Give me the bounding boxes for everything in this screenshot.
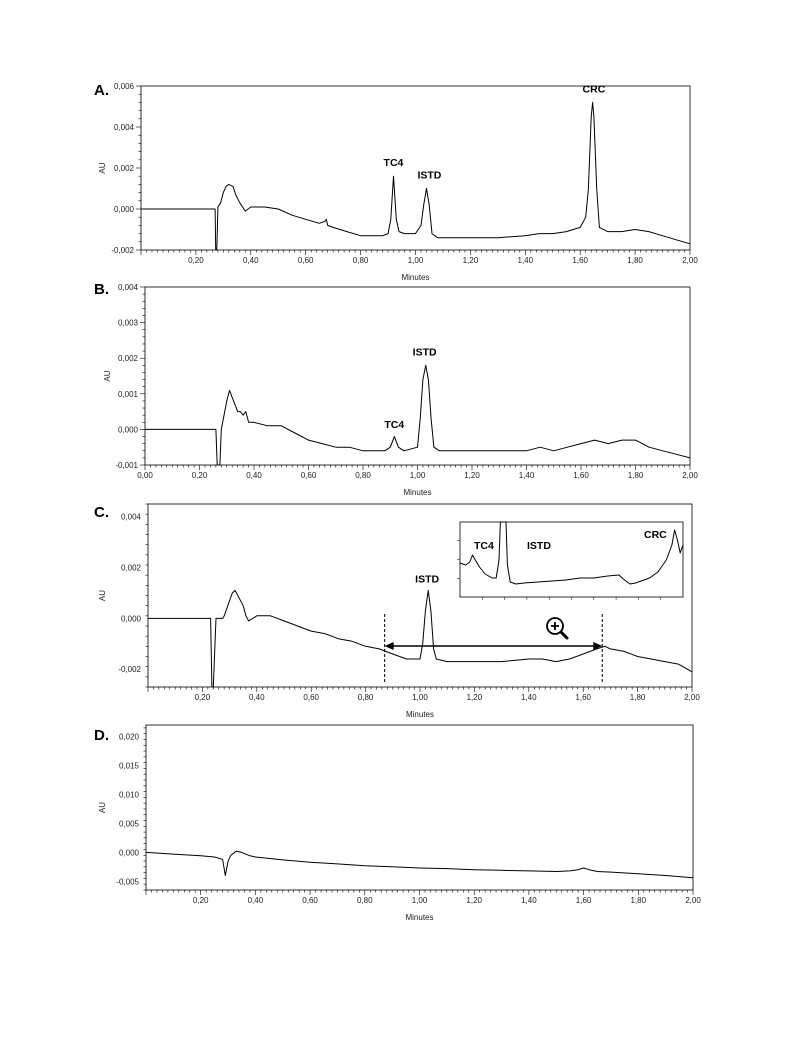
chromatogram-trace [141, 102, 690, 250]
chromatogram-trace [146, 851, 693, 878]
x-tick-label: 1,60 [575, 896, 592, 905]
x-tick-label: 1,20 [466, 896, 482, 905]
inset-peak-label-istd: ISTD [527, 540, 551, 552]
x-tick-label: 1,60 [572, 256, 588, 265]
peak-label-istd: ISTD [412, 346, 437, 359]
x-tick-label: 1,20 [466, 693, 483, 702]
x-tick-label: 1,80 [629, 693, 646, 702]
y-axis-label: AU [103, 370, 112, 382]
peak-label-crc: CRC [582, 83, 606, 96]
x-axis-label: Minutes [405, 710, 435, 719]
y-tick-label: 0,000 [118, 848, 139, 858]
peak-label-istd: ISTD [417, 169, 442, 182]
x-tick-label: 1,40 [517, 256, 534, 265]
x-tick-label: 1,00 [412, 693, 428, 702]
panel-a [94, 82, 698, 282]
y-axis-label: AU [98, 589, 107, 602]
x-tick-label: 0,40 [243, 256, 259, 265]
x-axis-label: Minutes [401, 273, 430, 282]
x-tick-label: 1,20 [462, 256, 479, 265]
y-tick-label: 0,000 [120, 614, 141, 624]
y-tick-label: -0,002 [111, 246, 134, 255]
y-tick-label: 0,015 [118, 761, 139, 771]
x-tick-label: 1,00 [411, 896, 428, 905]
y-tick-label: 0,004 [113, 123, 134, 132]
panel-label: B. [94, 281, 109, 298]
magnifier-zoom-icon [547, 618, 567, 638]
y-tick-label: 0,020 [118, 732, 139, 742]
x-tick-label: 0,80 [355, 471, 371, 480]
y-tick-label: 0,001 [117, 389, 138, 399]
chromatogram-trace [145, 365, 690, 465]
y-tick-label: 0,002 [120, 563, 141, 573]
x-tick-label: 0,60 [302, 896, 318, 905]
y-tick-label: 0,005 [118, 819, 139, 829]
x-tick-label: 1,80 [627, 256, 643, 265]
peak-label-tc4: TC4 [383, 157, 404, 170]
arrow-head-left [385, 642, 394, 650]
x-tick-label: 2,00 [685, 896, 701, 905]
x-axis-label: Minutes [403, 488, 432, 497]
y-axis-label: AU [98, 162, 107, 174]
y-tick-label: -0,001 [115, 461, 138, 470]
x-tick-label: 1,00 [409, 471, 426, 480]
y-tick-label: 0,002 [117, 354, 138, 364]
x-tick-label: 1,00 [407, 256, 424, 265]
y-tick-label: 0,000 [117, 425, 138, 435]
y-tick-label: 0,000 [113, 205, 134, 214]
x-tick-label: 0,20 [188, 256, 204, 265]
x-tick-label: 0,40 [246, 471, 262, 480]
x-tick-label: 1,80 [627, 471, 644, 480]
zoom-inset [457, 522, 683, 600]
x-tick-label: 1,20 [464, 471, 480, 480]
y-tick-label: 0,004 [120, 512, 141, 522]
y-tick-label: 0,002 [113, 164, 134, 173]
x-tick-label: 0,40 [249, 693, 265, 702]
panel-c [94, 504, 700, 719]
x-tick-label: 0,00 [137, 471, 153, 480]
y-tick-label: -0,005 [116, 877, 139, 887]
x-tick-label: 1,80 [630, 896, 647, 905]
x-tick-label: 1,60 [575, 693, 591, 702]
x-tick-label: 1,40 [521, 693, 537, 702]
y-tick-label: 0,003 [117, 318, 138, 328]
x-tick-label: 0,40 [247, 896, 264, 905]
peak-label-istd: ISTD [415, 573, 440, 586]
x-tick-label: 0,60 [297, 256, 314, 265]
x-tick-label: 1,60 [573, 471, 589, 480]
x-tick-label: 2,00 [682, 471, 698, 480]
y-tick-label: 0,006 [113, 82, 134, 91]
plot-frame [141, 86, 690, 250]
y-tick-label: 0,010 [118, 790, 139, 800]
y-tick-label: -0,002 [118, 665, 141, 675]
peak-label-tc4: TC4 [384, 419, 405, 432]
panel-label: D. [94, 727, 109, 744]
inset-peak-label-tc4: TC4 [474, 540, 494, 552]
panel-label: A. [94, 82, 109, 99]
panel-label: C. [94, 504, 109, 521]
x-tick-label: 0,20 [194, 693, 211, 702]
plot-frame [146, 725, 693, 890]
plot-frame [145, 287, 690, 465]
inset-peak-label-crc: CRC [644, 529, 667, 541]
x-tick-label: 0,80 [352, 256, 369, 265]
x-tick-label: 2,00 [682, 256, 698, 265]
x-tick-label: 1,40 [518, 471, 535, 480]
panel-d [94, 725, 701, 922]
x-tick-label: 0,20 [191, 471, 208, 480]
x-tick-label: 2,00 [684, 693, 700, 702]
y-axis-label: AU [98, 801, 107, 814]
x-axis-label: Minutes [405, 913, 434, 922]
panel-b [94, 281, 698, 497]
x-tick-label: 0,80 [357, 896, 373, 905]
x-tick-label: 0,80 [357, 693, 374, 702]
x-tick-label: 0,20 [192, 896, 209, 905]
x-tick-label: 0,60 [300, 471, 317, 480]
chromatogram-trace [148, 590, 692, 687]
x-tick-label: 0,60 [303, 693, 319, 702]
x-tick-label: 1,40 [521, 896, 537, 905]
y-tick-label: 0,004 [117, 283, 138, 292]
